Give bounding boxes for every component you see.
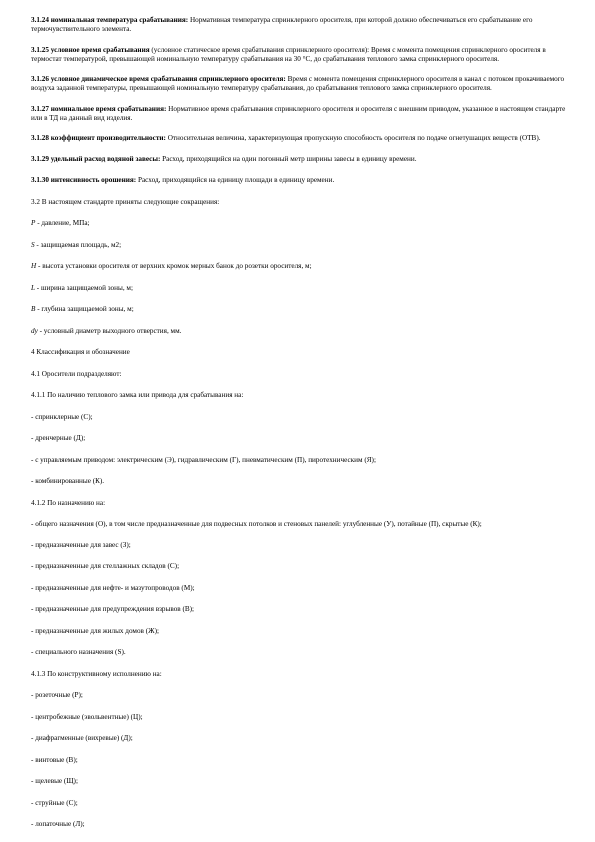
paragraph-3-1-28 — [31, 134, 571, 143]
list-item: - струйные (С); — [31, 798, 78, 807]
list-item: - предназначенные для жилых домов (Ж); — [31, 626, 159, 635]
list-item: - розеточные (Р); — [31, 691, 83, 699]
list-item: - лопаточные (Л); — [31, 820, 85, 828]
list-item: - предназначенные для нефте- и мазутопроводов (М); — [31, 583, 195, 592]
paragraph-3-1-29 — [31, 155, 571, 164]
abbreviation-dy — [31, 327, 571, 336]
abbreviation-l — [31, 284, 571, 293]
list-item: - общего назначения (О), в том числе предназначенные для подвесных потолков и стеновых панелей: углубленные (У), потайные (П), скрытые (К); — [31, 520, 482, 528]
abbreviation-symbol: S — [31, 240, 35, 249]
term-definition: Нормативная температура спринклерного оросителя, при которой должно обеспечиваться его срабатывание его термочувствительного элемента. — [31, 16, 533, 33]
list-item: - с управляемым приводом: электрическим (Э), гидравлическим (Г), пневматическим (П), пиротехническим (Я); — [31, 455, 376, 464]
list-item: - предназначенные для стеллажных складов (С); — [31, 562, 180, 570]
abbreviation-text: - давление, МПа; — [35, 219, 90, 227]
paragraph-4-1-3: 4.1.3 По конструктивному исполнению на: — [31, 669, 162, 678]
list-item: - предназначенные для предупреждения взрывов (В); — [31, 605, 195, 613]
list-item: - щелевые (Щ); — [31, 777, 78, 785]
abbreviation-text: - высота установки оросителя от верхних кромок мерных банок до розетки оросителя, м; — [36, 262, 312, 270]
list-item: - специального назначения (S). — [31, 648, 126, 656]
list-item: - дренчерные (Д); — [31, 434, 86, 442]
abbreviation-p — [31, 219, 571, 228]
term-definition: Нормативное время срабатывания спринклерного оросителя и оросителя с внешним приводом, указанное в настоящем стандарте или в ТД на данный вид изделия. — [31, 104, 566, 122]
abbreviation-symbol: P — [31, 219, 36, 227]
abbreviation-text: - условный диаметр выходного отверстия, мм. — [37, 326, 182, 335]
abbreviation-b — [31, 305, 571, 314]
abbreviation-symbol: B — [31, 305, 36, 313]
abbreviation-text: - глубина защищаемой зоны, м; — [35, 305, 134, 313]
term-definition: Время с момента помещения спринклерного оросителя в канал с потоком прокачиваемого воздуха заданной температуры, превышающей номинальную температуру срабатывания, до срабатывания теплового замка спринклерного оросителя. — [31, 75, 565, 92]
term-label: 3.1.25 условное время срабатывания — [31, 45, 150, 54]
paragraph-4-1-1: 4.1.1 По наличию теплового замка или привода для срабатывания на: — [31, 391, 244, 399]
list-item: - винтовые (В); — [31, 755, 78, 764]
term-definition: (условное статическое время срабатывания спринклерного оросителя): Время с момента помещения спринклерного оросителя в термостат температурой, превышающей номинальную температуру срабатывания на 30 °С, до срабатывания теплового замка спринклерного оросителя. — [31, 45, 546, 63]
term-label: 3.1.27 номинальное время срабатывания: — [31, 104, 167, 113]
term-label: 3.1.30 интенсивность орошения: — [31, 176, 137, 184]
abbreviation-s — [31, 241, 571, 250]
list-item: - центробежные (эвольвентные) (Ц); — [31, 712, 143, 721]
term-definition: Расход, приходящийся на один погонный метр ширины завесы в единицу времени. — [160, 154, 417, 163]
list-item: - спринклерные (С); — [31, 412, 93, 421]
abbreviation-text: - ширина защищаемой зоны, м; — [35, 283, 133, 292]
paragraph-3-1-24 — [31, 16, 571, 34]
paragraph-4-1: 4.1 Оросители подразделяют: — [31, 369, 122, 378]
term-definition: Расход, приходящийся на единицу площади в единицу времени. — [136, 176, 335, 184]
abbreviation-text: - защищаемая площадь, м2; — [34, 240, 122, 249]
paragraph-3-1-25 — [31, 46, 571, 64]
term-label: 3.1.24 номинальная температура срабатывания: — [31, 16, 189, 24]
paragraph-3-1-27 — [31, 105, 571, 123]
list-item: - предназначенные для завес (З); — [31, 540, 131, 549]
term-label: 3.1.26 условное динамическое время срабатывания спринклерного оросителя: — [31, 75, 286, 83]
paragraph-3-1-26 — [31, 75, 571, 93]
term-label: 3.1.28 коэффициент производительности: — [31, 134, 166, 142]
abbreviation-h — [31, 262, 571, 271]
abbreviation-symbol: dу — [31, 326, 38, 335]
term-definition: Относительная величина, характеризующая пропускную способность оросителя по подаче огнетушащих веществ (ОТВ). — [165, 134, 541, 142]
list-item: - комбинированные (К). — [31, 477, 105, 485]
term-label: 3.1.29 удельный расход водяной завесы: — [31, 154, 161, 163]
abbreviation-symbol: L — [31, 283, 35, 292]
document-body — [31, 16, 571, 842]
paragraph-4-1-2: 4.1.2 По назначению на: — [31, 498, 106, 507]
paragraph-3-2: 3.2 В настоящем стандарте приняты следующие сокращения: — [31, 197, 220, 206]
paragraph-3-1-30 — [31, 176, 571, 185]
abbreviation-symbol: H — [31, 262, 37, 270]
section-heading-4: 4 Классификация и обозначение — [31, 348, 130, 356]
list-item: - диафрагменные (вихревые) (Д); — [31, 734, 133, 742]
